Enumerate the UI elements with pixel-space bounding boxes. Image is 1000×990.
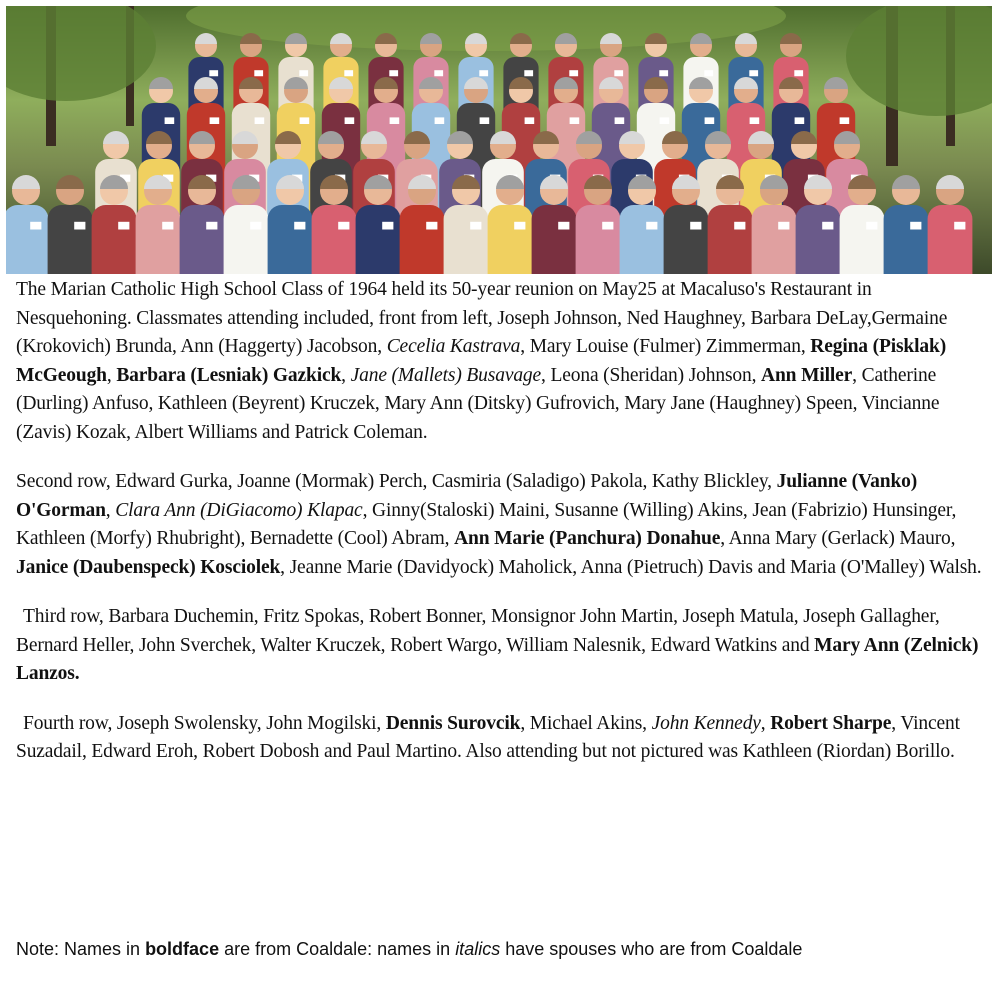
name-tag: [426, 222, 437, 230]
person-body: [224, 205, 269, 274]
name-tag: [299, 70, 308, 76]
caption-paragraph-front-row: The Marian Catholic High School Class of 1964 held its 50-year reunion on May25 at Macaluso's Restaurant in Nesquehoning. Classmates attending included, front from left, Joseph Johnson, Ned Haughney, Barbara DeLay,Germaine (Krokovich) Brunda, Ann (Haggerty) Jacobson, Cecelia Kastrava, Mary Louise (Fulmer) Zimmerman, Regina (Pisklak) McGeough, Barbara (Lesniak) Gazkick, Jane (Mallets) Busavage, Leona (Sheridan) Johnson, Ann Miller, Catherine (Durling) Anfuso, Kathleen (Beyrent) Kruczek, Mary Ann (Ditsky) Gufrovich, Mary Jane (Haughney) Speen, Vincianne (Zavis) Kozak, Albert Williams and Patrick Coleman.: [16, 279, 948, 443]
name-tag: [479, 70, 488, 76]
person-body: [6, 205, 48, 274]
name-tag: [750, 117, 760, 124]
name-tag: [570, 117, 580, 124]
group-photo-illustration: [6, 6, 992, 274]
name-tag: [390, 117, 400, 124]
name-tag: [615, 117, 625, 124]
person-body: [884, 205, 929, 274]
person-body: [400, 205, 445, 274]
person-body: [752, 205, 797, 274]
name-tag: [954, 222, 965, 230]
name-tag: [344, 70, 353, 76]
caption-paragraph-fourth-row: Fourth row, Joseph Swolensky, John Mogilski, Dennis Surovcik, Michael Akins, John Kennedy, Robert Sharpe, Vincent Suzadail, Edward Eroh, Robert Dobosh and Paul Martino. Also attending but not pictured was Kathleen (Riordan) Borillo.: [16, 712, 960, 762]
name-tag: [840, 117, 850, 124]
person-body: [180, 205, 225, 274]
name-tag: [480, 117, 490, 124]
name-tag: [514, 222, 525, 230]
name-tag: [525, 117, 535, 124]
name-tag: [470, 222, 481, 230]
name-tag: [210, 117, 220, 124]
person-body: [796, 205, 841, 274]
caption-paragraph-second-row: Second row, Edward Gurka, Joanne (Mormak) Perch, Casmiria (Saladigo) Pakola, Kathy Blickley, Julianne (Vanko) O'Gorman, Clara Ann (DiGiacomo) Klapac, Ginny(Staloski) Maini, Susanne (Willing) Akins, Jean (Fabrizio) Hunsinger, Kathleen (Morfy) Rhubright), Bernadette (Cool) Abram, Ann Marie (Panchura) Donahue, Anna Mary (Gerlack) Mauro, Janice (Daubenspeck) Kosciolek, Jeanne Marie (Davidyock) Maholick, Anna (Pietruch) Davis and Maria (O'Malley) Walsh.: [16, 471, 982, 578]
person-body: [840, 205, 885, 274]
name-tag: [254, 70, 263, 76]
person-body: [664, 205, 709, 274]
name-tag: [569, 70, 578, 76]
name-tag: [749, 70, 758, 76]
photo-caption: [16, 276, 986, 788]
note-text: Note: Names in boldface are from Coaldale: names in italics have spouses who are from Coaldale: [16, 939, 803, 959]
name-tag: [209, 70, 218, 76]
name-tag: [704, 70, 713, 76]
name-tag: [602, 222, 613, 230]
person-body: [268, 205, 313, 274]
name-tag: [558, 222, 569, 230]
person-body: [928, 205, 973, 274]
name-tag: [795, 117, 805, 124]
person-body: [48, 205, 93, 274]
person-body: [488, 205, 533, 274]
name-tag: [345, 117, 355, 124]
name-tag: [118, 222, 129, 230]
name-tag: [524, 70, 533, 76]
name-tag: [614, 70, 623, 76]
name-tag: [300, 117, 310, 124]
name-tag: [250, 222, 261, 230]
person-body: [708, 205, 753, 274]
person-body: [136, 205, 181, 274]
group-photo: [6, 6, 992, 274]
name-tag: [30, 222, 41, 230]
name-tag: [910, 222, 921, 230]
name-tag: [734, 222, 745, 230]
name-tag: [660, 117, 670, 124]
name-tag: [338, 222, 349, 230]
name-tag: [74, 222, 85, 230]
person-body: [92, 205, 137, 274]
name-tag: [382, 222, 393, 230]
name-tag: [659, 70, 668, 76]
name-tag: [794, 70, 803, 76]
name-tag: [162, 222, 173, 230]
name-tag: [165, 117, 175, 124]
person-body: [576, 205, 621, 274]
name-tag: [255, 117, 265, 124]
name-tag: [434, 70, 443, 76]
caption-paragraph-third-row: Third row, Barbara Duchemin, Fritz Spokas, Robert Bonner, Monsignor John Martin, Joseph Matula, Joseph Gallagher, Bernard Heller, John Sverchek, Walter Kruczek, Robert Wargo, William Nalesnik, Edward Watkins and Mary Ann (Zelnick) Lanzos.: [16, 606, 979, 684]
name-tag: [646, 222, 657, 230]
name-tag: [435, 117, 445, 124]
person-body: [444, 205, 489, 274]
name-tag: [690, 222, 701, 230]
name-tag: [206, 222, 217, 230]
person-body: [532, 205, 577, 274]
name-tag: [294, 222, 305, 230]
name-tag: [705, 117, 715, 124]
person-body: [312, 205, 357, 274]
name-tag: [778, 222, 789, 230]
person-body: [356, 205, 401, 274]
name-tag: [866, 222, 877, 230]
name-tag: [822, 222, 833, 230]
person-body: [620, 205, 665, 274]
name-tag: [389, 70, 398, 76]
